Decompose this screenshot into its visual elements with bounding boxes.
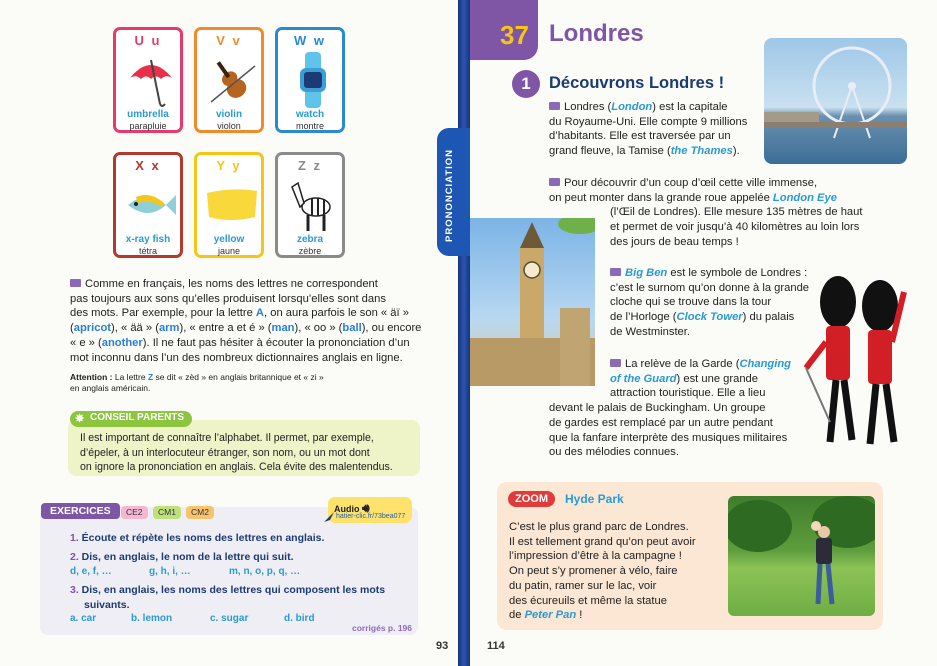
- page-number-left: 93: [436, 640, 449, 652]
- card-translation: montre: [295, 121, 324, 131]
- letter-card-u: [113, 27, 183, 133]
- fish-icon: [124, 177, 178, 233]
- exercise-3-item: d. bird: [284, 613, 315, 624]
- card-translation: parapluie: [129, 121, 167, 131]
- zoom-title: Hyde Park: [565, 492, 624, 506]
- cursor-arrow-icon: [324, 512, 334, 522]
- exercise-3-item: a. car: [70, 613, 97, 624]
- level-badge-cm1: CM1: [153, 506, 181, 519]
- bullet-icon: [610, 268, 621, 276]
- card-word: zebra: [296, 234, 324, 245]
- card-letters: Z z: [297, 158, 323, 173]
- london-eye-photo: [764, 38, 907, 164]
- audio-link[interactable]: hatier-clic.fr/73bea077: [336, 513, 406, 520]
- zebra-icon: [286, 177, 340, 233]
- prononciation-tab-label: PRONONCIATION: [444, 148, 455, 242]
- bullet-icon: [549, 102, 560, 110]
- bullet-icon: [70, 279, 81, 287]
- london-intro: Londres (London) est la capitale du Royaume-Uni. Elle compte 9 millions d’habitants. Elle est traversée par un grand fleuve, la Tamise (the Thames).: [549, 101, 748, 158]
- exercise-2-item: g, h, i, …: [149, 566, 191, 577]
- attention-note: Attention : La lettre Z se dit « zèd » en anglais britannique et « zi » en anglais américain.: [70, 372, 324, 393]
- letter-card-w: [275, 27, 345, 133]
- exercise-3-cont: suivants.: [84, 599, 130, 611]
- letter-card-z: [275, 152, 345, 258]
- card-word: yellow: [213, 234, 245, 245]
- section-number: 1: [512, 70, 540, 98]
- bullet-icon: [610, 359, 621, 367]
- zoom-tag: ZOOM: [508, 491, 555, 507]
- card-word: x-ray fish: [125, 234, 171, 245]
- exercise-3: 3. Dis, en anglais, les noms des lettres qui composent les mots: [70, 584, 386, 596]
- level-badge-cm2: CM2: [186, 506, 214, 519]
- card-word: watch: [295, 109, 325, 120]
- hyde-park-text: C’est le plus grand parc de Londres. Il est tellement grand qu’on peut avoir l’impression d’être à la campagne ! On peut s’y promener à vélo, faire du patin, ramer sur le lac, voir des écureuils et même la statue de Peter Pan !: [509, 521, 696, 622]
- section-title: Découvrons Londres !: [549, 74, 725, 92]
- exercise-2-item: d, e, f, …: [70, 566, 112, 577]
- card-letters: Y y: [216, 158, 242, 173]
- london-eye-text: Pour découvrir d’un coup d’œil cette ville immense, on peut monter dans la grande roue appelée London Eye (l’Œil de Londres). Elle mesure 135 mètres de haut et permet de voir jusqu’à 40 kilomètres au loin lors des jours de beau temps !: [549, 177, 863, 248]
- letter-card-x: [113, 152, 183, 258]
- royal-guards-illustration: [800, 262, 910, 452]
- exercise-3-item: b. lemon: [131, 613, 173, 624]
- card-translation: jaune: [217, 246, 241, 256]
- card-letters: U u: [134, 33, 162, 48]
- exercise-1: 1. Écoute et répète les noms des lettres en anglais.: [70, 532, 325, 544]
- card-letters: W w: [294, 33, 326, 48]
- card-word: violin: [215, 109, 243, 120]
- corrections-ref: corrigés p. 196: [352, 623, 413, 633]
- conseil-parents-text: Il est important de connaître l’alphabet. Il permet, par exemple, d’épeler, à un interlocuteur étranger, son nom, ou un mot dont on ignore la prononciation en anglais. Cela évite des malentendus.: [80, 432, 393, 473]
- book-spine: [458, 0, 470, 666]
- chapter-title: Londres: [549, 20, 644, 47]
- card-translation: zèbre: [298, 246, 322, 256]
- exercises-tag: EXERCICES: [41, 503, 120, 519]
- exercise-2: 2. Dis, en anglais, le nom de la lettre qui suit.: [70, 551, 294, 563]
- card-translation: tétra: [138, 246, 157, 256]
- violin-icon: [205, 52, 259, 108]
- exercise-2-item: m, n, o, p, q, …: [229, 566, 301, 577]
- page-number-right: 114: [487, 640, 505, 652]
- letter-card-v: [194, 27, 264, 133]
- card-letters: V v: [216, 33, 242, 48]
- level-badge-ce2: CE2: [121, 506, 148, 519]
- exercise-3-item: c. sugar: [210, 613, 249, 624]
- conseil-parents-tag: ✸ CONSEIL PARENTS: [70, 411, 192, 427]
- hyde-park-photo: [728, 496, 875, 616]
- letters-explanation: Comme en français, les noms des lettres ne correspondent pas toujours aux sons qu’elles produisent lorsqu’elles sont dans des mots. Par exemple, pour la lettre A, on aura parfois le son « äï » (apricot), « ää » (arm), « entre a et é » (man), « oo » (ball), ou encore « e » (another). Il ne faut pas hésiter à écouter la prononciation d’un mot inconnu dans l’un des nombreux dictionnaires anglais en ligne.: [70, 278, 422, 364]
- letter-card-y: [194, 152, 264, 258]
- lightbulb-icon: ✸: [75, 413, 85, 425]
- umbrella-icon: [124, 52, 178, 108]
- audio-label: Audio 🔊︎: [334, 501, 370, 515]
- card-translation: violon: [217, 121, 241, 131]
- card-letters: X x: [135, 158, 161, 173]
- watch-icon: [286, 52, 340, 108]
- bullet-icon: [549, 178, 560, 186]
- chapter-number: 37: [500, 20, 529, 50]
- yellow-swatch-icon: [205, 177, 259, 233]
- speaker-icon: 🔊︎: [362, 501, 370, 515]
- big-ben-text: Big Ben est le symbole de Londres : c’est le surnom qu’on donne à la grande cloche qui se trouve dans la tour de l’Horloge (Clock Tower) du palais de Westminster.: [610, 267, 810, 338]
- guard-text: La relève de la Garde (Changing of the Guard) est une grande attraction touristique. Elle a lieu devant le palais de Buckingham. Un groupe de gardes est remplacé par un autre pendant que la fanfare interprète des musiques militaires ou des mélodies connues.: [549, 358, 792, 459]
- card-word: umbrella: [127, 109, 169, 120]
